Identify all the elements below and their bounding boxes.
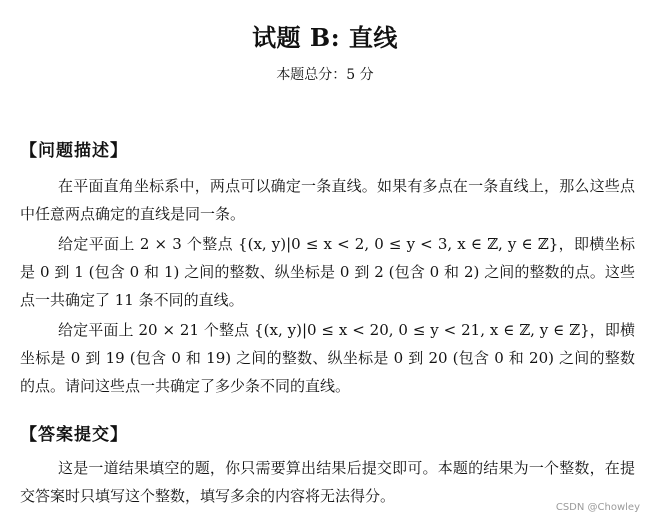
- problem-paragraph-3: 给定平面上 20 × 21 个整点 {(x, y)|0 ≤ x < 20, 0 ≤ y < 21, x ∈ ℤ, y ∈ ℤ}，即横坐标是 0 到 19 (包含 0 和 19) 之间的整数、纵坐标是 0 到 20 (包含 0 和 20) 之间的整数的点。请问这些点一共确定了多少条不同的直线。: [20, 321, 635, 395]
- answer-paragraph-1: 这是一道结果填空的题，你只需要算出结果后提交即可。本题的结果为一个整数，在提交答案时只填写这个整数，填写多余的内容将无法得分。: [20, 459, 635, 505]
- total-score: 本题总分：5 分: [276, 67, 374, 83]
- problem-description-heading: 【问题描述】: [20, 141, 128, 161]
- answer-submission-heading: 【答案提交】: [20, 425, 128, 445]
- csdn-watermark: CSDN @Chowley: [555, 502, 640, 513]
- problem-paragraph-2: 给定平面上 2 × 3 个整点 {(x, y)|0 ≤ x < 2, 0 ≤ y < 3, x ∈ ℤ, y ∈ ℤ}，即横坐标是 0 到 1 (包含 0 和 1) 之间的整数、纵坐标是 0 到 2 (包含 0 和 2) 之间的整数的点。这些点一共确定了 11 条不同的直线。: [20, 235, 635, 309]
- problem-title: 试题 B: 直线: [252, 23, 398, 52]
- problem-paragraph-1: 在平面直角坐标系中，两点可以确定一条直线。如果有多点在一条直线上，那么这些点中任意两点确定的直线是同一条。: [20, 177, 635, 223]
